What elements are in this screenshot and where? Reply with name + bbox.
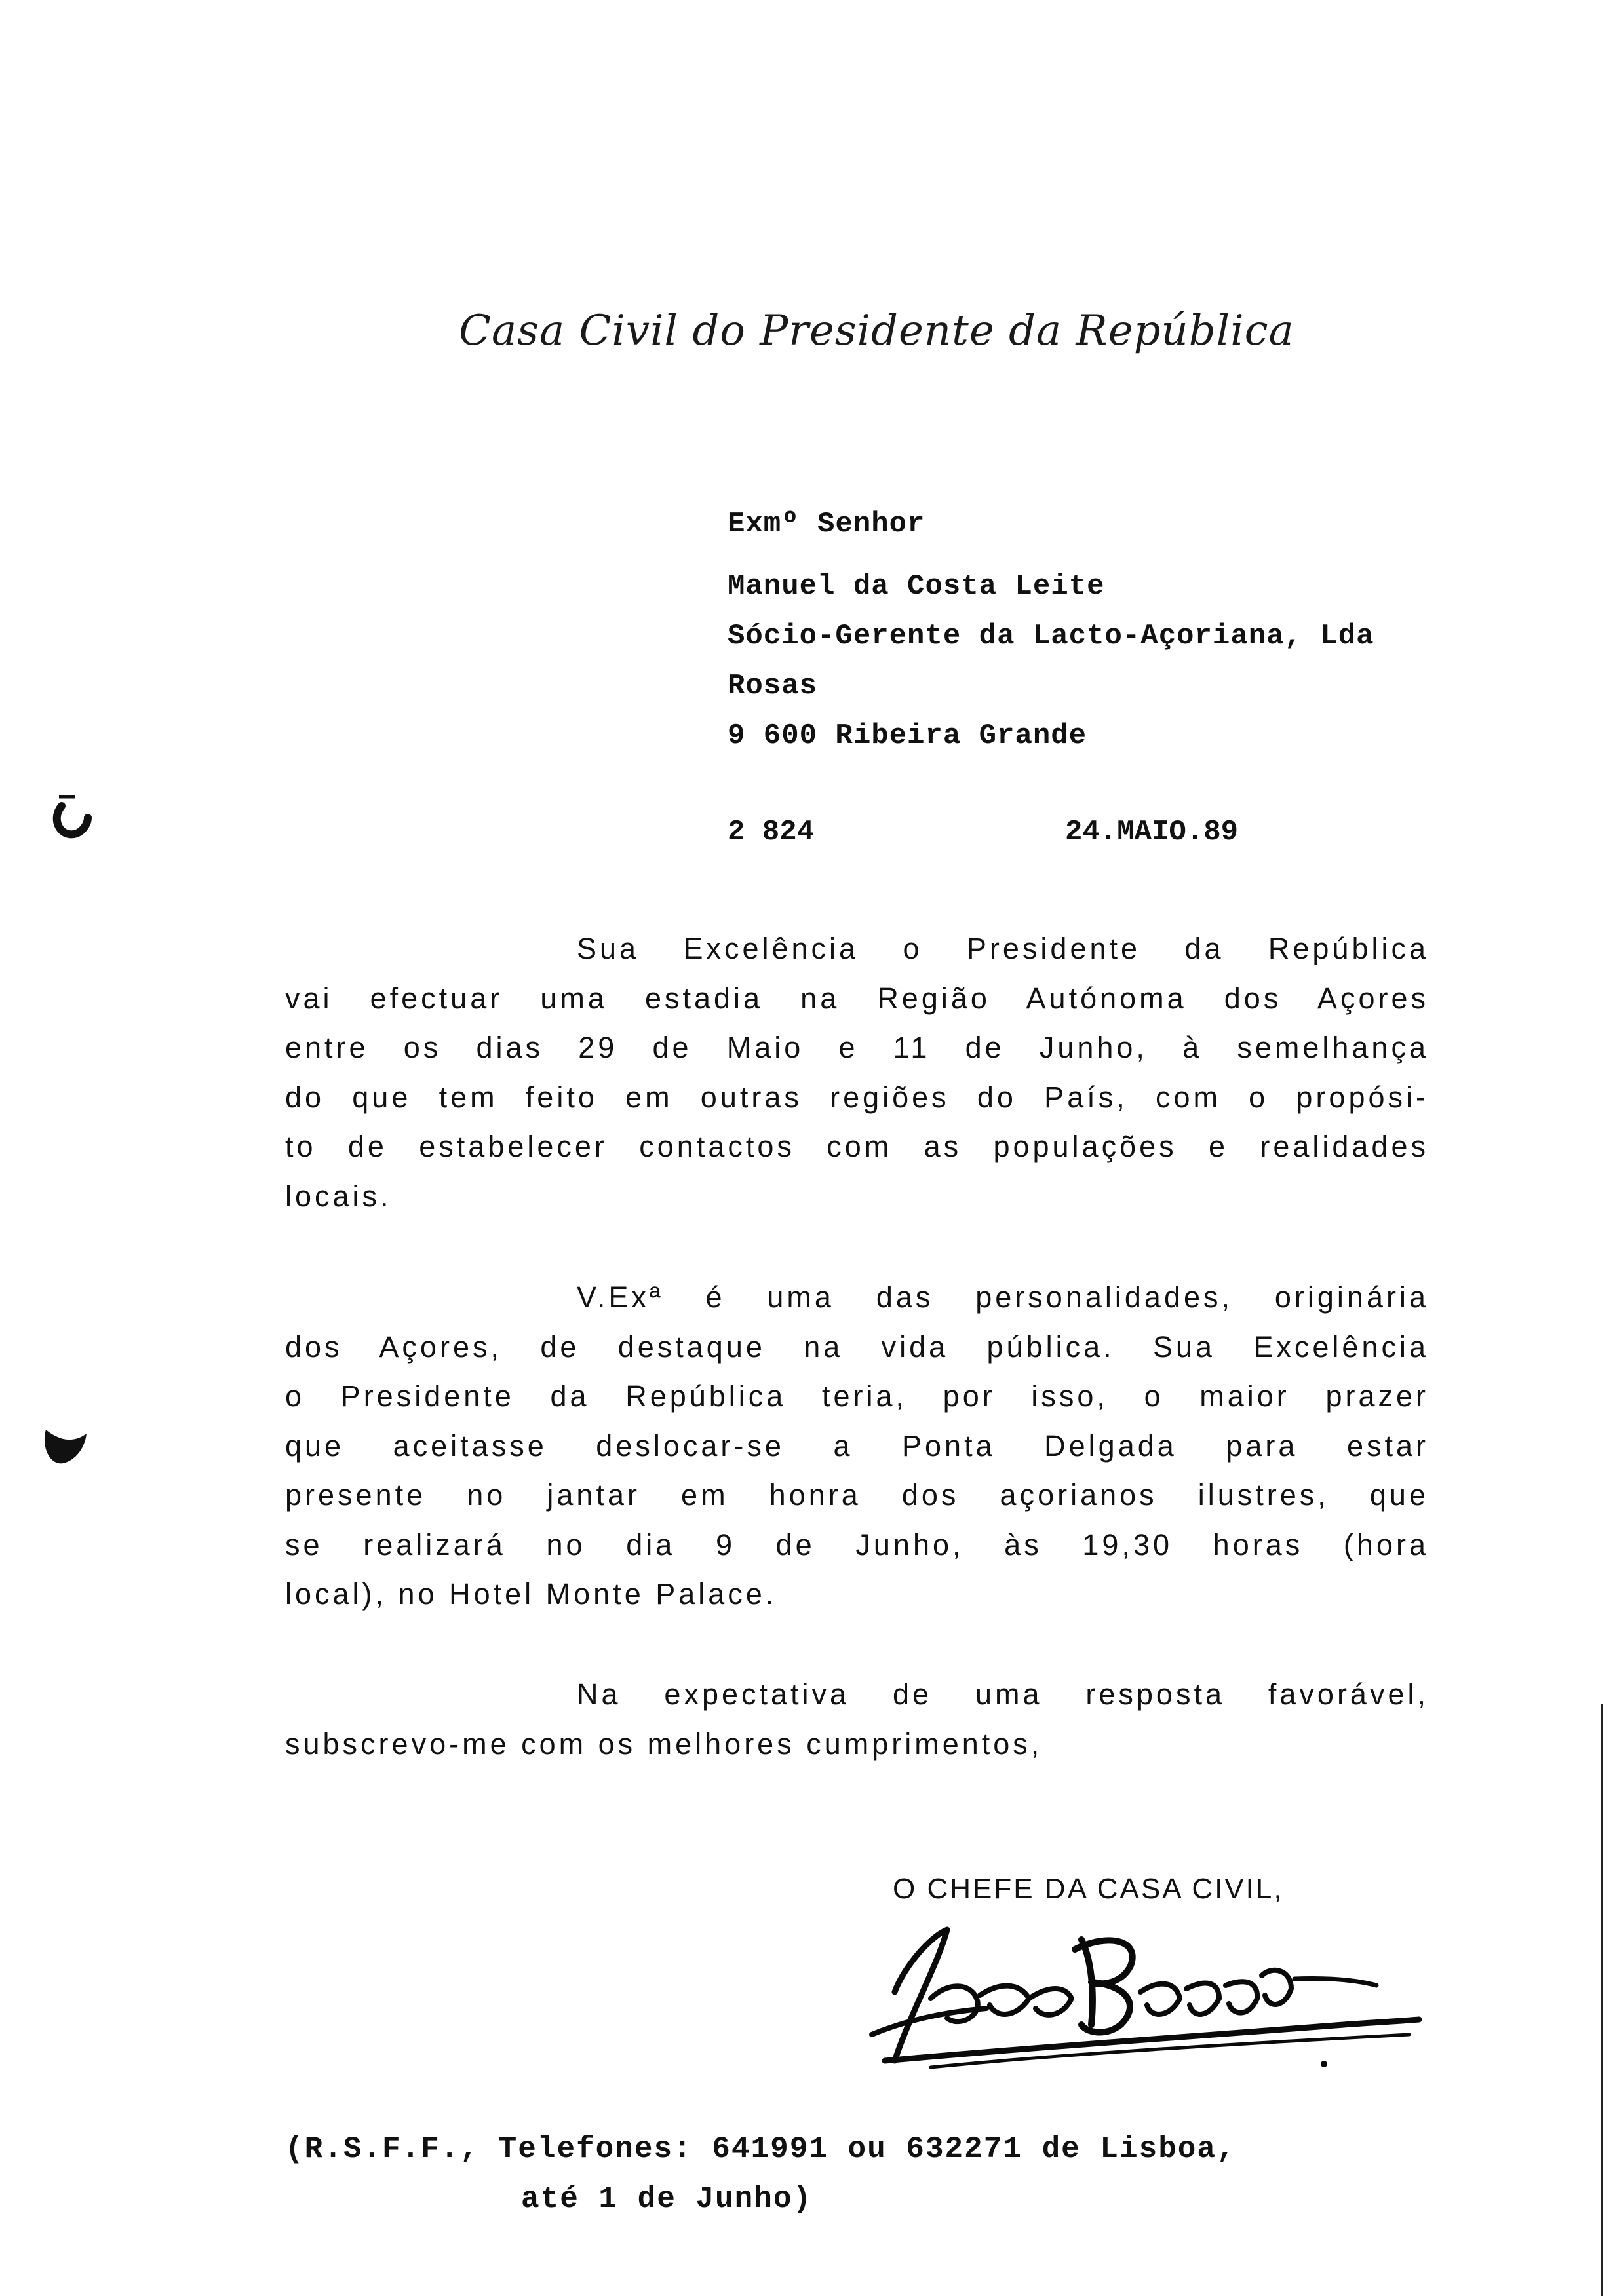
paragraph-line: vai efectuar uma estadia na Região Autónoma dos Açores	[285, 981, 1429, 1015]
paragraph-line: subscrevo-me com os melhores cumprimentos,	[285, 1727, 1043, 1761]
paragraph-line: Sua Excelência o Presidente da República	[577, 932, 1429, 965]
paragraph-2	[285, 1272, 1429, 1619]
paragraph-line: se realizará no dia 9 de Junho, às 19,30 horas (hora	[285, 1527, 1429, 1561]
letterhead: Casa Civil do Presidente da República	[459, 307, 1294, 355]
punch-hole-mark-top	[47, 793, 93, 845]
paragraph-3	[285, 1670, 1429, 1769]
paragraph-line: V.Exª é uma das personalidades, originária	[577, 1280, 1429, 1314]
recipient-postal: 9 600 Ribeira Grande	[728, 719, 1087, 752]
punch-hole-mark-bottom	[39, 1422, 92, 1474]
closing-title: O CHEFE DA CASA CIVIL,	[893, 1873, 1284, 1905]
reference-number: 2 824	[728, 816, 815, 849]
paragraph-line: do que tem feito em outras regiões do País, com o propósi-	[285, 1080, 1429, 1114]
handwritten-signature	[832, 1920, 1442, 2084]
paragraph-line: local), no Hotel Monte Palace.	[285, 1577, 777, 1611]
footer-contact-line: (R.S.F.F., Telefones: 641991 ou 632271 de Lisboa,	[285, 2132, 1236, 2166]
paragraph-line: entre os dias 29 de Maio e 11 de Junho, à semelhança	[285, 1031, 1429, 1064]
paragraph-line: que aceitasse deslocar-se a Ponta Delgada para estar	[285, 1428, 1429, 1463]
paragraph-line: dos Açores, de destaque na vida pública. Sua Excelência	[285, 1330, 1429, 1364]
paragraph-1	[285, 924, 1429, 1221]
scan-edge-line	[1601, 1704, 1603, 2296]
paragraph-line: to de estabelecer contactos com as populações e realidades	[285, 1130, 1429, 1163]
reference-date: 24.MAIO.89	[1065, 816, 1239, 849]
paragraph-line: o Presidente da República teria, por isso, o maior prazer	[285, 1379, 1429, 1413]
recipient-role: Sócio-Gerente da Lacto-Açoriana, Lda	[728, 620, 1374, 653]
recipient-salutation: Exmº Senhor	[728, 508, 925, 541]
recipient-name: Manuel da Costa Leite	[728, 570, 1105, 603]
recipient-street: Rosas	[728, 670, 818, 702]
paragraph-line: presente no jantar em honra dos açorianos ilustres, que	[285, 1478, 1429, 1512]
paragraph-line: Na expectativa de uma resposta favorável,	[577, 1677, 1429, 1711]
paragraph-line: locais.	[285, 1179, 392, 1213]
footer-date-line: até 1 de Junho)	[521, 2182, 813, 2216]
